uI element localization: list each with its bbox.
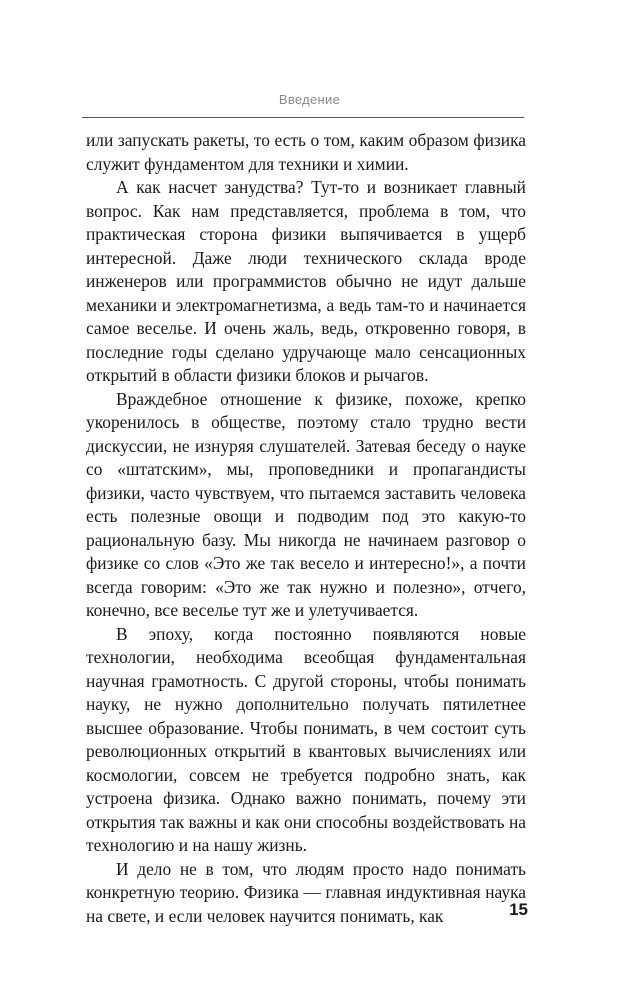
paragraph: В эпоху, когда постоянно появляются новые технологии, необходима всеобщая фундаментальная научная грамотность. С другой стороны, чтобы понимать науку, не нужно дополнительно получать пятилетнее высшее образование. Чтобы понимать, в чем состоит суть революционных открытий в квантовых вычислениях или космологии, совсем не требуется подробно знать, как устроена физика. Однако важно понимать, почему эти открытия так важны и как они способны воздействовать на технологию и на нашу жизнь. xyxy=(86,623,526,855)
paragraph: или запускать ракеты, то есть о том, каким образом физика служит фундаментом для техники и химии. xyxy=(86,130,526,174)
body-text xyxy=(86,129,526,928)
page-number: 15 xyxy=(509,900,528,919)
paragraph: И дело не в том, что людям просто надо понимать конкретную теорию. Физика — главная индуктивная наука на свете, и если человек научится понимать, как xyxy=(86,858,526,926)
paragraph: Враждебное отношение к физике, похоже, крепко укоренилось в обществе, поэтому стало трудно вести дискуссии, не изнуряя слушателей. Затевая беседу о науке со «штатским», мы, проповедники и пропагандисты физики, часто чувствуем, что пытаемся заставить человека есть полезные овощи и подводим под это какую-то рациональную базу. Мы никогда не начинаем разговор о физике со слов «Это же так весело и интересно!», а почти всегда говорим: «Это же так нужно и полезно», отчего, конечно, все веселье тут же и улетучивается. xyxy=(86,388,526,620)
paragraph: А как насчет занудства? Тут-то и возникает главный вопрос. Как нам представляется, проблема в том, что практическая сторона физики выпячивается в ущерб интересной. Даже люди технического склада вроде инженеров или программистов обычно не идут дальше механики и электромагнетизма, а ведь там-то и начинается самое веселье. И очень жаль, ведь, откровенно говоря, в последние годы сделано удручающе мало сенсационных открытий в области физики блоков и рычагов. xyxy=(86,177,526,385)
header-rule xyxy=(82,117,524,118)
running-header: Введение xyxy=(278,92,341,107)
